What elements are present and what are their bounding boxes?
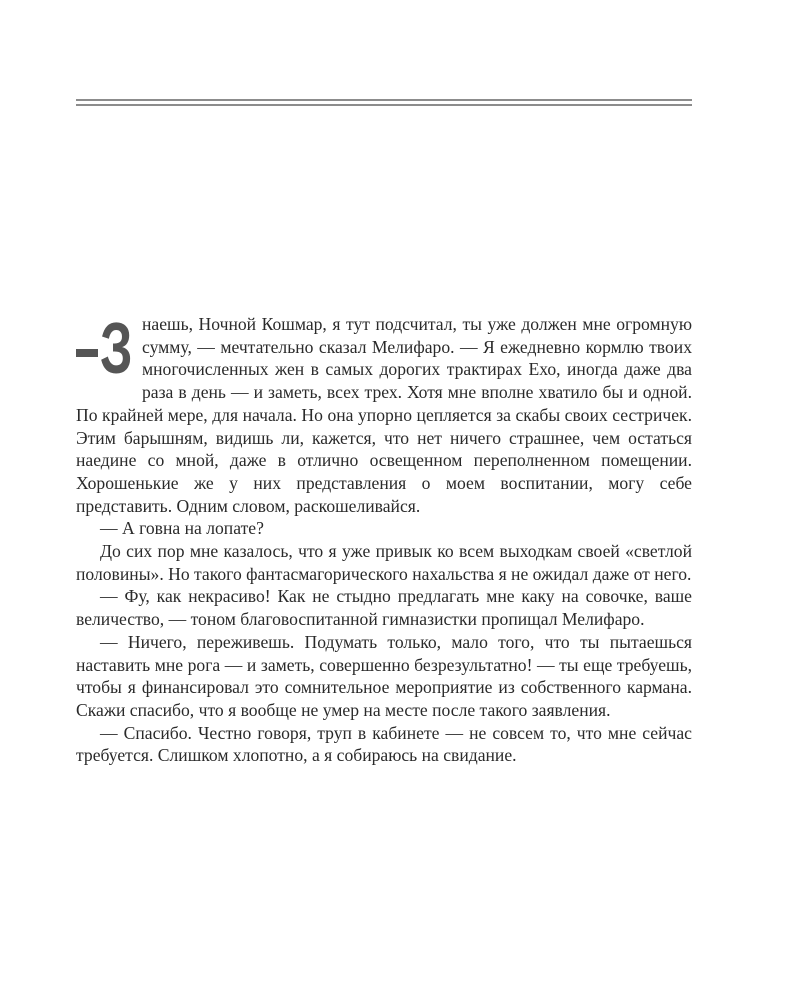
chapter-text <box>76 309 692 767</box>
paragraph-2: — А говна на лопате? <box>100 518 264 539</box>
drop-cap-letter: З <box>100 309 133 389</box>
paragraph-3: До сих пор мне казалось, что я уже привык ко всем выходкам своей «светлой половины». Но такого фантасмагорического нахальства я не ожидал даже от него. <box>76 541 692 584</box>
paragraph-5: — Ничего, переживешь. Подумать только, мало того, что ты пытаешься наставить мне рога — и заметь, совершенно безрезультатно! — ты еще требуешь, чтобы я финансировал это сомнительное мероприятие из собственного кармана. Скажи спасибо, что я вообще не умер на месте после такого заявления. <box>76 631 692 720</box>
header-rule-top <box>76 99 692 101</box>
paragraph-6: — Спасибо. Честно говоря, труп в кабинете — не совсем то, что мне сейчас требуется. Слишком хлопотно, а я собираюсь на свидание. <box>76 722 692 766</box>
drop-cap-dash <box>76 349 98 357</box>
drop-cap <box>76 309 134 389</box>
header-rule-bottom <box>76 104 692 106</box>
paragraph-4: — Фу, как некрасиво! Как не стыдно предлагать мне каку на совочке, ваше величество, — тоном благовоспитанной гимназистки пропищал Мелифаро. <box>76 586 692 630</box>
paragraph-1: наешь, Ночной Кошмар, я тут подсчитал, ты уже должен мне огромную сумму, — мечтательно сказал Мелифаро. — Я ежедневно кормлю твоих многочисленных жен в самых дорогих трактирах Ехо, иногда даже два раза в день — и заметь, всех трех. Хотя мне вполне хватило бы и одной. По крайней мере, для начала. Но она упорно цепляется за скабы своих сестричек. Этим барышням, видишь ли, кажется, что нет ничего страшнее, чем остаться наедине со мной, даже в отлично освещенном переполненном помещении. Хорошенькие же у них представления о моем воспитании, могу себе представить. Одним словом, раскошеливайся. <box>76 314 692 516</box>
